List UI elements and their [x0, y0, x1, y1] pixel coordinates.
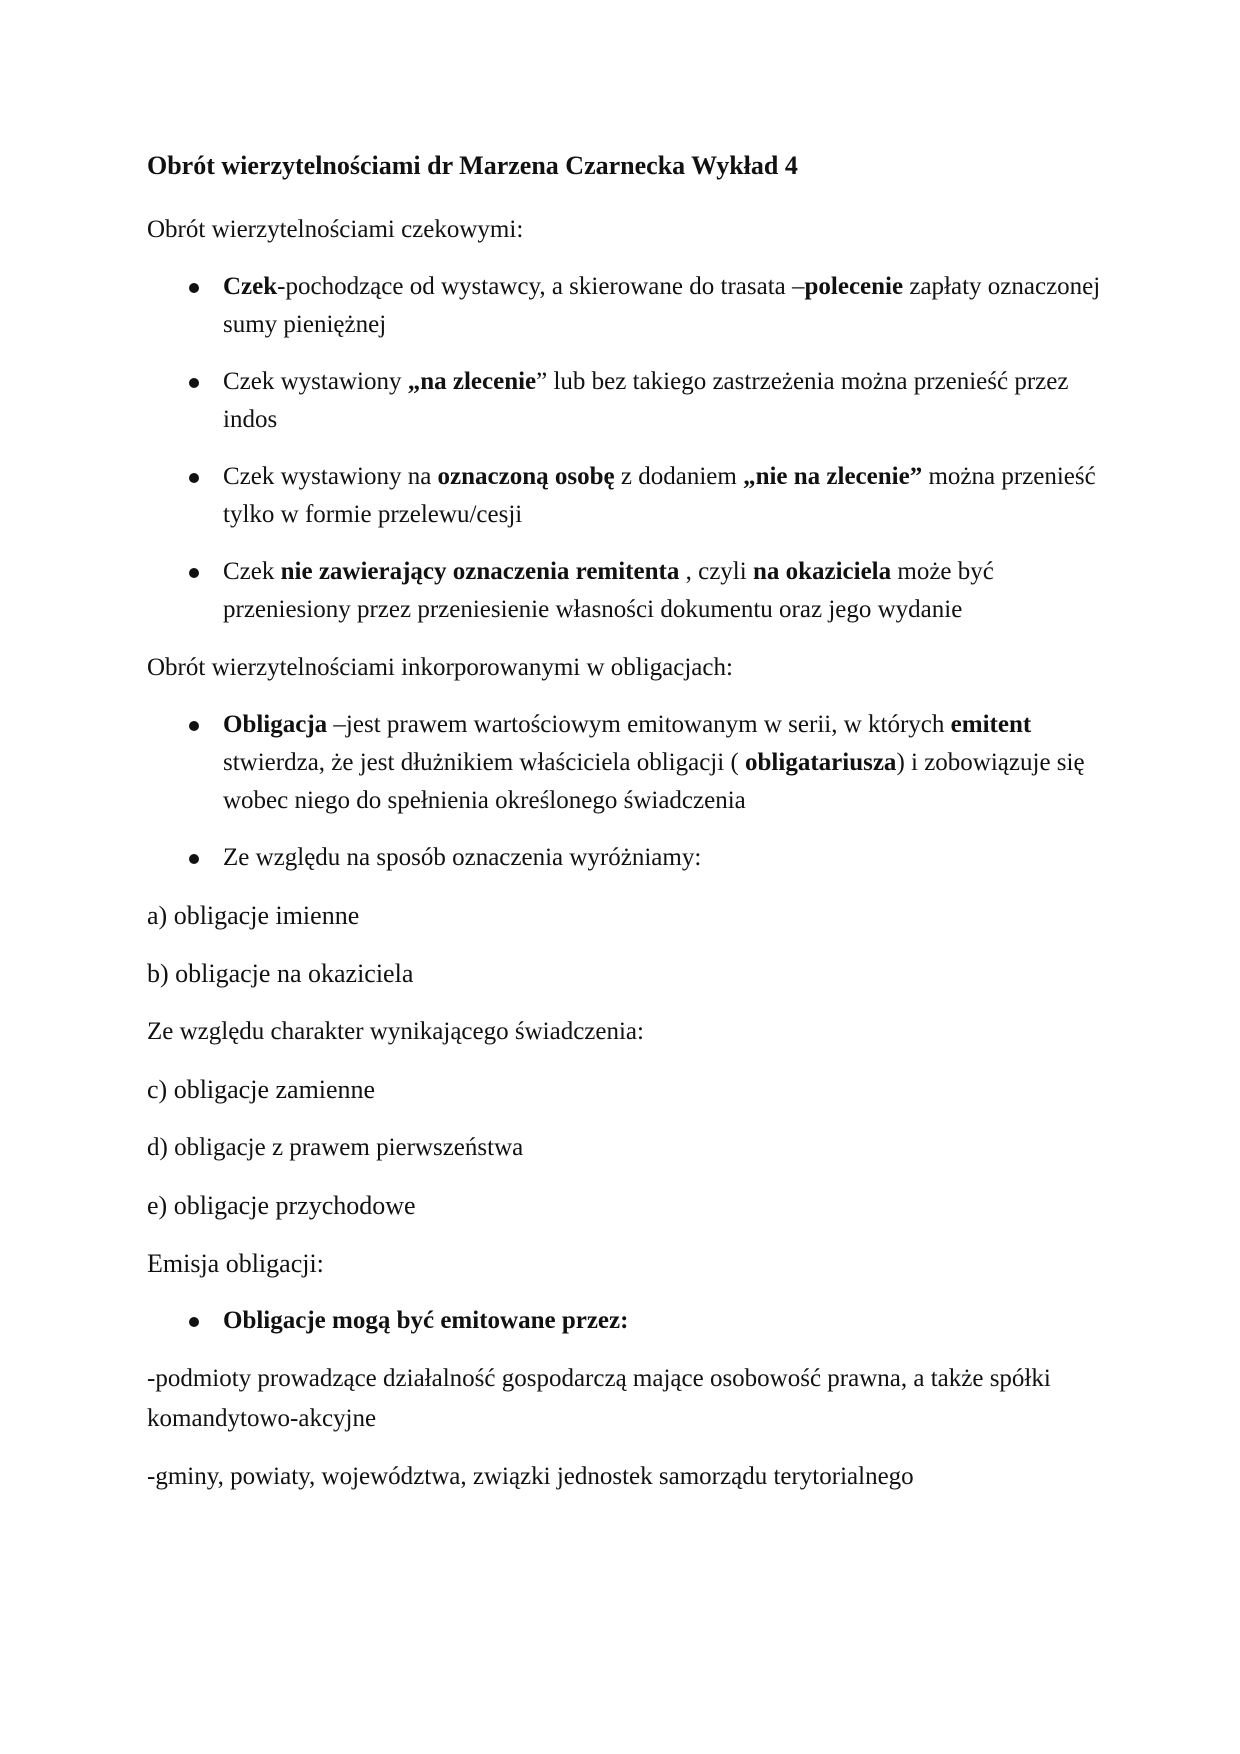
list-item — [147, 1302, 1107, 1340]
bullet-icon — [189, 568, 199, 578]
section-heading-bonds: Obrót wierzytelnościami inkorporowanymi w obligacjach: — [147, 654, 733, 681]
bold-term: „nie na zlecenie” — [743, 463, 923, 490]
text-span: ) i zobowiązuje się wobec niego do spełnienia określonego świadczenia — [223, 749, 1085, 814]
bold-term: obligatariusza — [745, 749, 897, 776]
bold-term: emitent — [950, 711, 1032, 738]
bullet-icon — [189, 473, 199, 483]
bold-term: Obligacja — [223, 711, 328, 738]
text-span: Czek wystawiony — [223, 368, 408, 395]
text-span: Ze względu na sposób oznaczenia wyróżniamy: — [223, 844, 702, 871]
bold-term: oznaczoną osobę — [437, 463, 615, 490]
bullet-icon — [189, 854, 199, 864]
document-title: Obrót wierzytelnościami dr Marzena Czarnecka Wykład 4 — [147, 151, 798, 180]
text-span: ” lub bez takiego zastrzeżenia można przenieść przez indos — [223, 368, 1069, 433]
text-span: Czek — [223, 558, 281, 585]
issuer-line: -podmioty prowadzące działalność gospodarczą mające osobowość prawna, a także spółki komandytowo-akcyjne — [147, 1365, 1051, 1432]
text-span: zapłaty oznaczonej sumy pieniężnej — [223, 273, 1101, 338]
bond-type-item: d) obligacje z prawem pierwszeństwa — [147, 1134, 524, 1161]
bold-term: nie zawierający oznaczenia remitenta — [280, 558, 680, 585]
text-span: stwierdza, że jest dłużnikiem właściciela obligacji ( — [223, 749, 746, 776]
bullet-icon — [189, 378, 199, 388]
text-span: z dodaniem — [614, 463, 744, 490]
list-item — [147, 363, 1107, 439]
bold-term: polecenie — [804, 273, 904, 300]
issuer-bullet-list — [147, 1302, 1107, 1340]
bold-term: Obligacje mogą być emitowane przez: — [223, 1307, 629, 1334]
bold-term: na okaziciela — [752, 558, 892, 585]
list-item — [147, 553, 1107, 629]
bullet-icon — [189, 283, 199, 293]
text-span: –jest prawem wartościowym emitowanym w serii, w których — [327, 711, 951, 738]
list-item — [147, 268, 1107, 344]
bold-term: Czek — [223, 273, 278, 300]
issuer-line: -gminy, powiaty, województwa, związki jednostek samorządu terytorialnego — [147, 1463, 914, 1490]
section-heading-issue: Emisja obligacji: — [147, 1249, 324, 1278]
text-span: -pochodzące od wystawcy, a skierowane do trasata – — [277, 273, 805, 300]
bullet-icon — [189, 721, 199, 731]
bond-bullet-list — [147, 706, 1107, 877]
text-span: można przenieść tylko w formie przelewu/cesji — [223, 463, 1096, 528]
list-item — [147, 458, 1107, 534]
bullet-icon — [189, 1317, 199, 1327]
check-bullet-list — [147, 268, 1107, 629]
section-heading-checks: Obrót wierzytelnościami czekowymi: — [147, 216, 524, 243]
section-subheading-benefit: Ze względu charakter wynikającego świadczenia: — [147, 1018, 644, 1045]
bond-type-item: a) obligacje imienne — [147, 901, 360, 930]
bond-type-item: b) obligacje na okaziciela — [147, 959, 414, 988]
bond-type-item: c) obligacje zamienne — [147, 1075, 376, 1104]
document-page — [147, 146, 1107, 1515]
text-span: może być przeniesiony przez przeniesienie własności dokumentu oraz jego wydanie — [223, 558, 994, 623]
bond-type-item: e) obligacje przychodowe — [147, 1191, 416, 1220]
text-span: Czek wystawiony na — [223, 463, 438, 490]
list-item — [147, 706, 1107, 820]
list-item — [147, 839, 1107, 877]
text-span: , czyli — [679, 558, 753, 585]
bold-term: „na zlecenie — [407, 368, 537, 395]
